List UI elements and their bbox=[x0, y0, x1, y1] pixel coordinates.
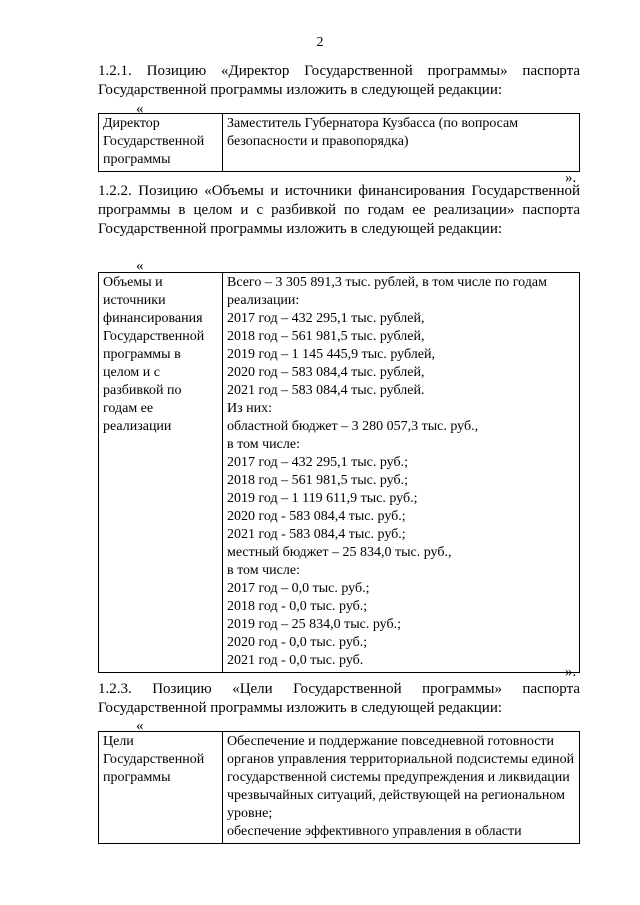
close-quote: ». bbox=[565, 170, 577, 186]
row-content bbox=[223, 114, 580, 172]
content-line: 2021 год - 0,0 тыс. руб. bbox=[227, 653, 364, 668]
paragraph-1-2-2: 1.2.2. Позицию «Объемы и источники финансирования Государственной программы в целом и с разбивкой по годам ее реализации» паспорта Государственной программы изложить в следующей редакции: bbox=[98, 183, 580, 237]
content-line: в том числе: bbox=[227, 437, 300, 452]
content-line: 2020 год – 583 084,4 тыс. рублей, bbox=[227, 365, 425, 380]
content-line: обеспечение эффективного управления в области bbox=[227, 824, 522, 839]
content-line: Из них: bbox=[227, 401, 273, 416]
table-funding bbox=[98, 272, 580, 673]
content-line: 2019 год – 1 119 611,9 тыс. руб.; bbox=[227, 491, 418, 506]
content-line: 2018 год – 561 981,5 тыс. руб.; bbox=[227, 473, 408, 488]
row-label: Директор Государственной программы bbox=[99, 114, 223, 172]
content-line: 2021 год - 583 084,4 тыс. руб.; bbox=[227, 527, 406, 542]
row-content bbox=[223, 273, 580, 673]
content-line: 2019 год – 1 145 445,9 тыс. рублей, bbox=[227, 347, 435, 362]
close-quote: ». bbox=[565, 664, 577, 680]
row-label: Объемы и источники финансирования Государственной программы в целом и с разбивкой по годам ее реализации bbox=[99, 273, 223, 673]
row-label: Цели Государственной программы bbox=[99, 732, 223, 844]
page-number: 2 bbox=[316, 35, 324, 50]
paragraph-1-2-3: 1.2.3. Позицию «Цели Государственной программы» паспорта Государственной программы изложить в следующей редакции: bbox=[98, 681, 580, 716]
table-director bbox=[98, 113, 580, 172]
content-line: 2019 год – 25 834,0 тыс. руб.; bbox=[227, 617, 401, 632]
content-line: местный бюджет – 25 834,0 тыс. руб., bbox=[227, 545, 452, 560]
content-line: 2021 год – 583 084,4 тыс. рублей. bbox=[227, 383, 425, 398]
content-line: 2017 год – 0,0 тыс. руб.; bbox=[227, 581, 370, 596]
row-content bbox=[223, 732, 580, 844]
table-goals bbox=[98, 731, 580, 844]
content-line: 2017 год – 432 295,1 тыс. руб.; bbox=[227, 455, 408, 470]
content-line: 2017 год – 432 295,1 тыс. рублей, bbox=[227, 311, 425, 326]
open-quote: « bbox=[136, 258, 144, 274]
content-line: Обеспечение и поддержание повседневной готовности органов управления территориальной подсистемы единой государственной системы предупреждения и ликвидации чрезвычайных ситуаций, действующей на региональном уровне; bbox=[227, 734, 575, 821]
open-quote: « bbox=[136, 718, 144, 734]
table-row bbox=[99, 273, 580, 673]
content-line: областной бюджет – 3 280 057,3 тыс. руб., bbox=[227, 419, 479, 434]
content-line: 2020 год - 0,0 тыс. руб.; bbox=[227, 635, 368, 650]
content-line: Заместитель Губернатора Кузбасса (по вопросам безопасности и правопорядка) bbox=[227, 116, 519, 149]
content-line: в том числе: bbox=[227, 563, 300, 578]
content-line: Всего – 3 305 891,3 тыс. рублей, в том числе по годам реализации: bbox=[227, 275, 547, 308]
table-row bbox=[99, 114, 580, 172]
content-line: 2018 год - 0,0 тыс. руб.; bbox=[227, 599, 368, 614]
content-line: 2018 год – 561 981,5 тыс. рублей, bbox=[227, 329, 425, 344]
open-quote: « bbox=[136, 101, 144, 117]
table-row bbox=[99, 732, 580, 844]
paragraph-1-2-1: 1.2.1. Позицию «Директор Государственной программы» паспорта Государственной программы изложить в следующей редакции: bbox=[98, 63, 580, 98]
content-line: 2020 год - 583 084,4 тыс. руб.; bbox=[227, 509, 406, 524]
